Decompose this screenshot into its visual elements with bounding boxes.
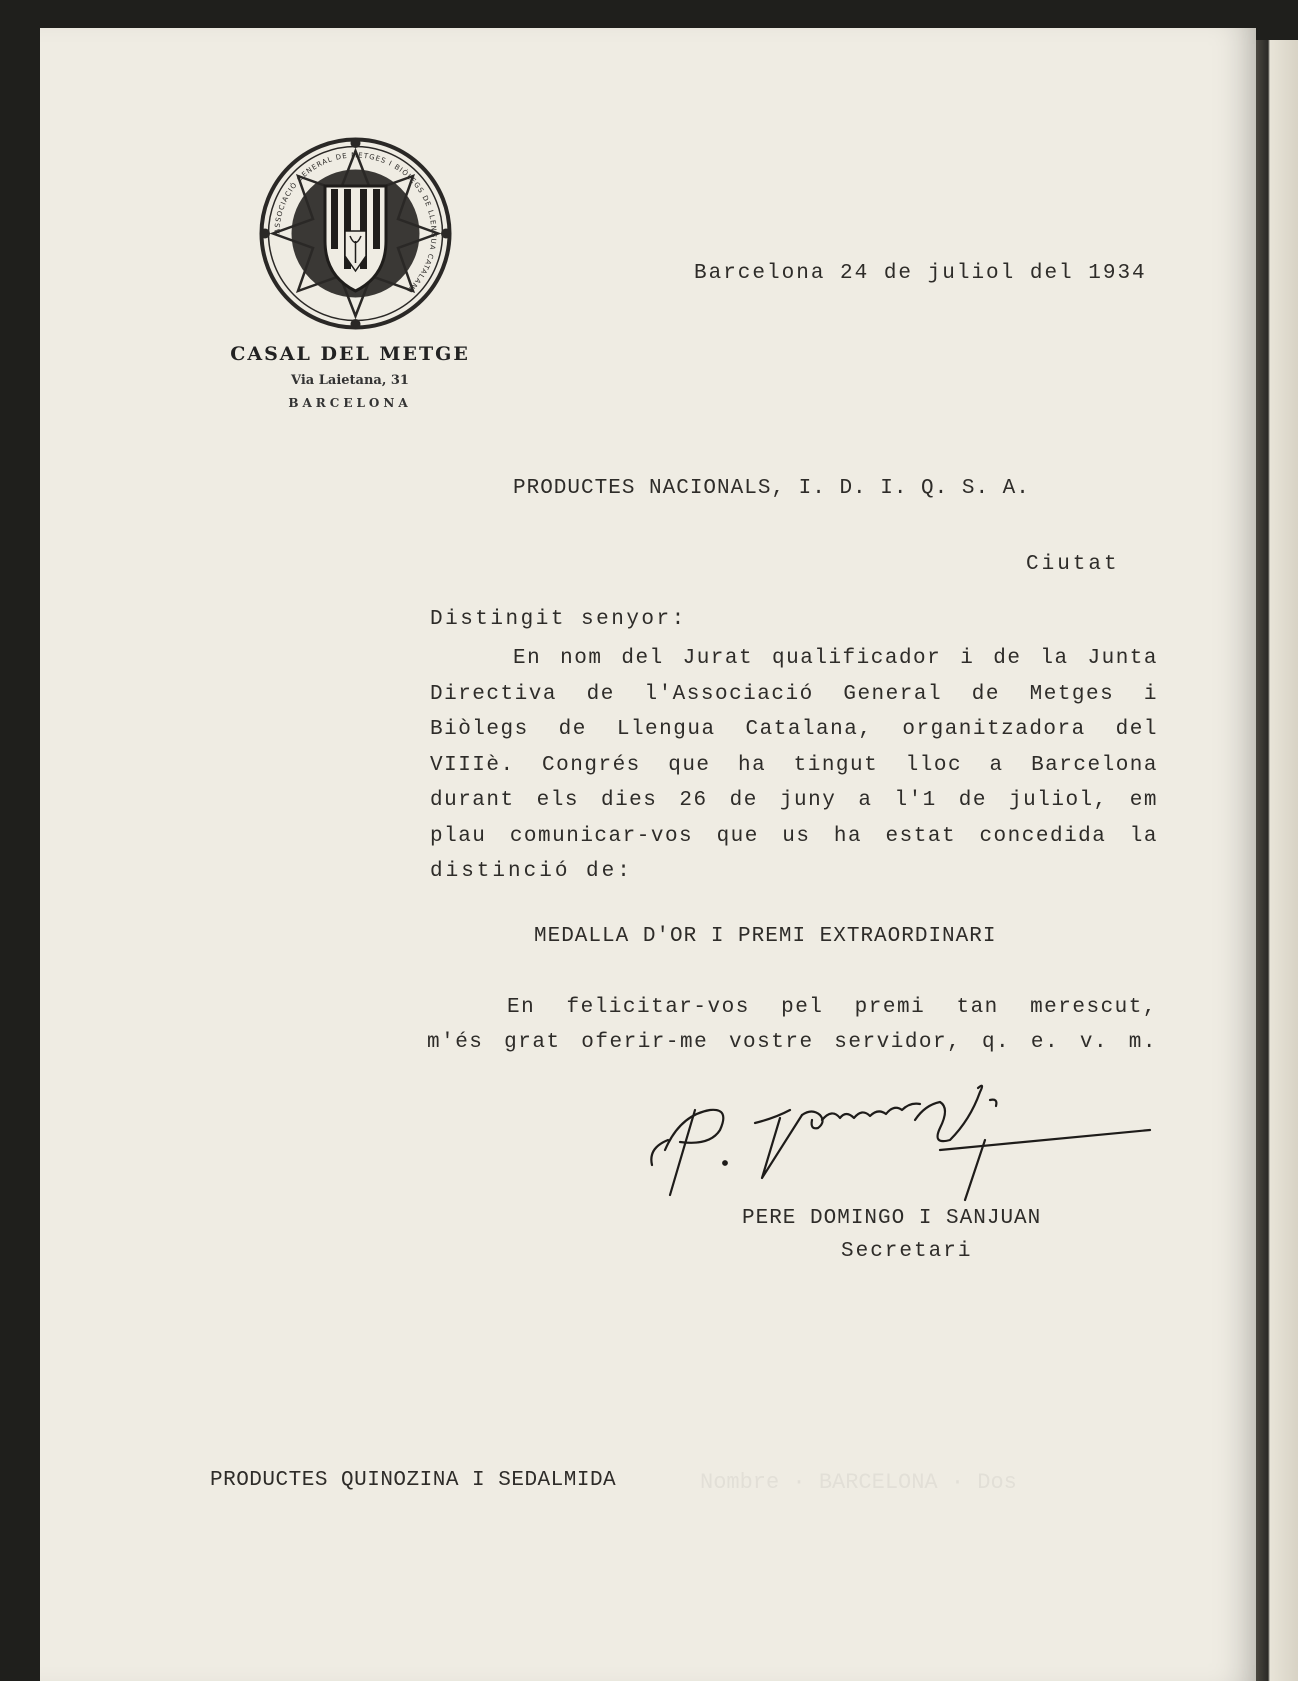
seal-ring-text: ASSOCIACIÓ GENERAL DE METGES I BIÒLEGS DE LLENGUA CATALANA	[273, 151, 438, 296]
body-line: plau comunicar-vos que us ha estat concedida la	[430, 824, 1158, 848]
body-line: Biòlegs de Llengua Catalana, organitzadora del	[430, 718, 1158, 741]
seal-emblem	[253, 131, 458, 336]
footer-caption: PRODUCTES QUINOZINA I SEDALMIDA	[210, 1469, 617, 1492]
body-line: Directiva de l'Associació General de Metges i	[430, 682, 1158, 706]
award-title: MEDALLA D'OR I PREMI EXTRAORDINARI	[534, 925, 997, 948]
body-line: durant els dies 26 de juny a l'1 de juliol, em	[430, 789, 1158, 812]
bleed-through: Nombre · BARCELONA · Dos	[700, 1470, 1017, 1495]
recipient-city: Ciutat	[1026, 553, 1120, 576]
body-line: VIIIè. Congrés que ha tingut lloc a Barcelona	[430, 753, 1158, 777]
signer-name: PERE DOMINGO I SANJUAN	[742, 1207, 1042, 1230]
letter-date: Barcelona 24 de juliol del 1934	[694, 262, 1147, 285]
letterhead-name: CASAL DEL METGE	[230, 343, 470, 365]
handwritten-signature	[640, 1080, 1160, 1205]
body-line: distinció de:	[430, 860, 633, 883]
recipient: PRODUCTES NACIONALS, I. D. I. Q. S. A.	[513, 477, 1030, 500]
closing-line: En felicitar-vos pel premi tan merescut,	[507, 996, 1157, 1019]
closing-line: m'és grat oferir-me vostre servidor, q. e. v. m.	[427, 1031, 1157, 1054]
signer-role: Secretari	[841, 1240, 973, 1263]
letter-body	[430, 641, 1158, 890]
letterhead-city: BARCELONA	[288, 396, 412, 410]
body-line: En nom del Jurat qualificador i de la Junta	[513, 647, 1158, 670]
greeting: Distingit senyor:	[430, 608, 687, 631]
letterhead-address: Via Laietana, 31	[291, 373, 409, 388]
next-page-edge	[1256, 40, 1298, 1681]
closing	[427, 990, 1157, 1060]
